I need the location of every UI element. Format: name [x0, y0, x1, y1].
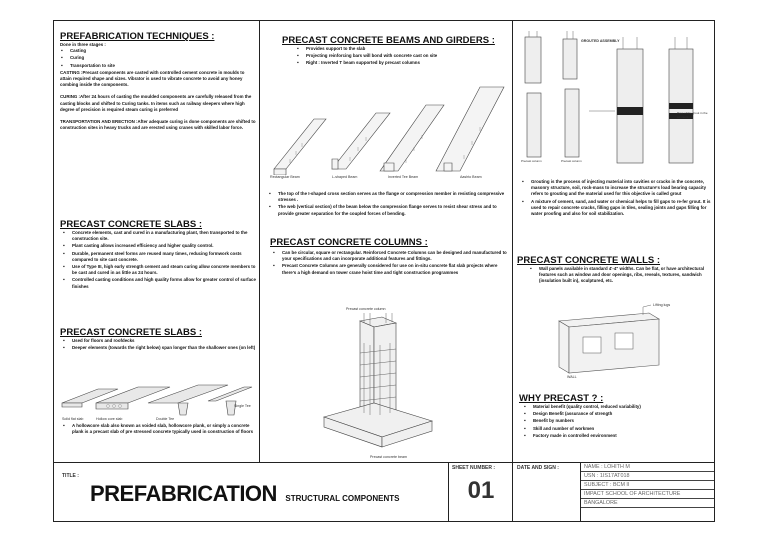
grout-note: Pour of the grout in the connection — [677, 111, 708, 119]
slab-label: Single Tee — [234, 404, 251, 408]
grout-section — [519, 179, 711, 218]
beam-diagram-label: Precast concrete beam — [370, 455, 407, 459]
why-item: ▪ Skill and number of workmen — [533, 426, 711, 432]
transport-text: TRANSPORTATION AND ERECTION :After adequate curing is done components are shifted to construction sites in heavy trucks and are erected using cranes with skilled labor force. — [60, 119, 256, 131]
stage-item: ▪ Curing — [70, 55, 256, 61]
beams-heading: PRECAST CONCRETE BEAMS AND GIRDERS : — [282, 35, 495, 46]
slabs-use-item: ▪ Used for floors and roofdecks — [72, 338, 256, 344]
grout-item: ▪ A mixture of cement, sand, and water or chemical helps to fill gaps to re-fer grout. It is used to repair concrete cracks, filling gaps in tiles, sealing joints and gaps filling for water proofing and also for soil stabilization. — [531, 199, 711, 218]
sheet-cell — [449, 463, 513, 522]
info-cell — [581, 463, 714, 522]
slabs-heading: PRECAST CONCRETE SLABS : — [60, 219, 202, 230]
slabs-item: ▪ Plant casting allows increased efficiency and higher quality control. — [72, 243, 256, 249]
why-item: ▪ Material benefit (quality control, reduced variability) — [533, 404, 711, 410]
slabs-section-2 — [60, 327, 256, 352]
slabs-heading: PRECAST CONCRETE SLABS : — [60, 327, 202, 338]
wall-lug-label: Lifting lugs — [653, 303, 671, 307]
why-item: ▪ Design Benefit (assurance of strength — [533, 411, 711, 417]
techniques-heading: PREFABRICATION TECHNIQUES : — [60, 31, 215, 42]
beams-note-item: ▪ The web (vertical section) of the beam below the compression flange serves to resist shear stress and to provide greater separation for the coupled forces of bending. — [278, 204, 508, 216]
drawing-sheet — [53, 20, 715, 522]
title-block — [54, 462, 714, 522]
left-column — [54, 21, 260, 462]
column-diagram-label: Precast concrete column — [346, 307, 386, 311]
grouted-assembly-title: GROUTED ASSEMBLY — [581, 39, 620, 43]
grout-item: ▪ Grouting is the process of injecting material into cavities or cracks in the concrete, masonry structure, soil, rock-mass to increase the structure's load bearing capacity refers to grouting and the material used for this objective is called grout — [531, 179, 711, 198]
info-city: BANGALORE — [581, 499, 714, 508]
why-item: ▪ Benefit by numbers — [533, 418, 711, 424]
beams-section — [282, 35, 507, 68]
slabs-item: ▪ Controlled casting conditions and high quality forms allow for greater control of surface finishes — [72, 277, 256, 289]
column-assembly-diagram — [320, 313, 440, 453]
slabs-use-item: ▪ Deeper elements (towards the right below) span longer than the shallower ones (on left) — [72, 345, 256, 351]
slabs-section-1 — [60, 219, 256, 291]
title-line — [90, 481, 399, 507]
title-label: TITLE : — [62, 473, 79, 479]
stage-item: ▪ Transportation to site — [70, 63, 256, 69]
beams-item: ▪ Provides support to the slab — [306, 46, 507, 52]
techniques-section — [60, 31, 256, 131]
walls-item: ▪ Wall panels available in standard 4'-4" widths. Can be flat, or have architectural features such as window and door openings, ribs, reveals, textures, sandwich (insulation built in), sculptured, etc. — [539, 266, 713, 285]
grout-label: Precast column — [521, 159, 542, 163]
info-usn: USN : 1IS17AT018 — [581, 472, 714, 481]
why-section — [519, 393, 711, 440]
slabs-item: ▪ Use of Type III, high early strength cement and steam curing allow concrete members to be cast and cured in as little as 24 hours. — [72, 264, 256, 276]
info-name: NAME : LOHITH M — [581, 463, 714, 472]
why-heading: WHY PRECAST ? : — [519, 393, 604, 404]
slab-label: Hollow core slab — [96, 417, 123, 421]
info-subject: SUBJECT : BCM II — [581, 481, 714, 490]
wall-panel-diagram — [549, 303, 669, 379]
slab-label: Solid flat slab — [62, 417, 84, 421]
beam-types-diagram — [266, 79, 510, 175]
columns-item: ▪ Precast Concrete Columns are generally considered for use on in-situ concrete flat slab projects where there's a high demand on tower crane hoist time and tight construction programmes — [282, 263, 508, 275]
grouted-assembly-diagram — [519, 31, 711, 171]
date-cell — [513, 463, 581, 522]
why-item: ▪ Factory made in controlled environment — [533, 433, 711, 439]
beam-label: L-shaped Beam — [332, 175, 358, 179]
info-school: IMPACT SCHOOL OF ARCHITECTURE — [581, 490, 714, 499]
page-subtitle: STRUCTURAL COMPONENTS — [285, 494, 400, 503]
slab-label: Double Tee — [156, 417, 175, 421]
slabs-item: ▪ Concrete elements, cast and cured in a manufacturing plant, then transported to the construction site. — [72, 230, 256, 242]
curing-text: CURING :After 24 hours of casting the moulded components are carefully released from the casting blocks and shifted to Curing tanks. In items such as railway sleepers where high degree of precision is required steam curing is preferred — [60, 94, 252, 112]
columns-item: ▪ Can be circular, square or rectangular. Reinforced Concrete Columns can be designed and manufactured to your specifications and can incorporate additional features and fittings. — [282, 250, 508, 262]
title-cell — [54, 463, 449, 522]
stage-item: ▪ Casting — [70, 48, 256, 54]
walls-heading: PRECAST CONCRETE WALLS : — [517, 255, 661, 266]
casting-text: CASTING :Precast components are casted with controlled cement concrete in moulds to attain required shape and sizes. Vibrator is used to vibrate concrete to avoid any honey combing inside the components. — [60, 69, 245, 88]
beams-note-item: ▪ The top of the I-shaped cross section serves as the flange or compression member in resisting compressive stresses . — [278, 191, 508, 203]
beam-label: Inverted Tee Beam — [388, 175, 419, 179]
middle-column — [260, 21, 513, 462]
walls-section — [517, 255, 713, 286]
sheet-label: SHEET NUMBER : — [452, 465, 496, 471]
wall-label: WALL — [567, 375, 577, 379]
slabs-item: ▪ Durable, permanent steel forms are reused many times, reducing formwork costs compared to site cast concrete. — [72, 251, 256, 263]
columns-heading: PRECAST CONCRETE COLUMNS : — [270, 237, 428, 248]
columns-section — [270, 237, 508, 277]
grout-label: Precast column — [561, 159, 582, 163]
techniques-intro: Done in three stages : — [60, 42, 106, 47]
beams-item: ▪ Right : Inverted T beam supported by precast columns — [306, 60, 507, 66]
date-label: DATE AND SIGN : — [517, 465, 559, 471]
page-title: PREFABRICATION — [90, 481, 277, 506]
hollowcore-section — [60, 423, 256, 436]
right-column — [513, 21, 716, 462]
beams-item: ▪ Projecting reinforcing bars will bond with concrete cast on site — [306, 53, 507, 59]
sheet-number: 01 — [467, 477, 495, 504]
beams-notes — [266, 191, 508, 218]
beam-label: Aashto Beam — [460, 175, 482, 179]
hollowcore-item: ▪ A hollowcore slab also known as voided slab, hollowcore plank, or simply a concrete plank is a precast slab of pre stressed concrete typically used in construction of floors — [72, 423, 256, 435]
beam-label: Rectangular Beam — [270, 175, 300, 179]
